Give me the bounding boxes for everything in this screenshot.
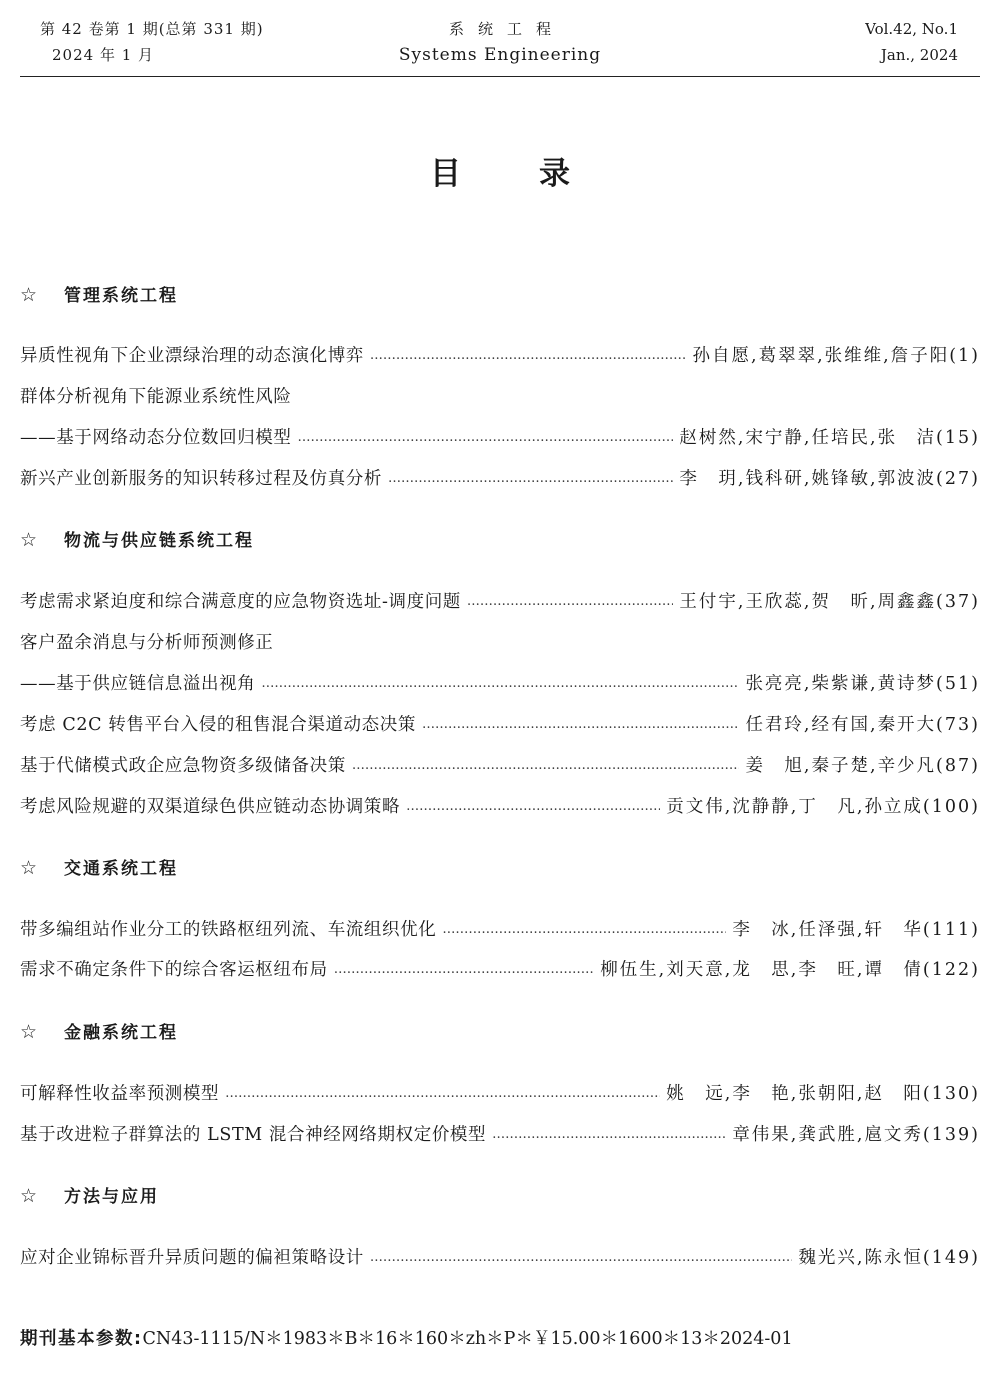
parameters-value: CN43-1115/N＊1983＊B＊16＊160＊zh＊P＊￥15.00＊1600＊13＊2024-01 — [142, 1329, 793, 1349]
toc-entry[interactable] — [20, 957, 980, 983]
toc-entry[interactable] — [20, 917, 980, 943]
entry-authors: 李 玥,钱科研,姚锋敏,郭波波(27) — [679, 469, 980, 489]
toc-entry[interactable] — [20, 794, 980, 820]
entry-authors: 章伟果,龚武胜,扈文秀(139) — [732, 1125, 980, 1145]
entry-title: 考虑风险规避的双渠道绿色供应链动态协调策略 — [20, 797, 401, 817]
entry-title: 基于改进粒子群算法的 LSTM 混合神经网络期权定价模型 — [20, 1125, 487, 1145]
leader-dots — [492, 1122, 726, 1148]
entry-title: 可解释性收益率预测模型 — [20, 1084, 220, 1104]
star-icon: ☆ — [20, 857, 40, 879]
star-icon: ☆ — [20, 529, 40, 551]
leader-dots — [261, 671, 739, 697]
section-name: 方法与应用 — [64, 1187, 159, 1207]
journal-name-cn: 系统工程 — [448, 20, 565, 38]
entry-title: 应对企业锦标晋升异质问题的偏袒策略设计 — [20, 1248, 364, 1268]
issue-date-en: Jan., 2024 — [880, 46, 958, 64]
star-icon: ☆ — [20, 1021, 40, 1043]
leader-dots — [298, 425, 674, 451]
toc-entry[interactable] — [20, 425, 980, 451]
entry-title: 群体分析视角下能源业系统性风险 — [20, 387, 292, 407]
toc-entry[interactable] — [20, 343, 980, 369]
toc-entry[interactable] — [20, 753, 980, 779]
toc-entry[interactable] — [20, 1122, 980, 1148]
entry-authors: 孙自愿,葛翠翠,张维维,詹子阳(1) — [692, 346, 980, 366]
toc-entry[interactable] — [20, 671, 980, 697]
parameters-label: 期刊基本参数: — [20, 1329, 143, 1349]
entry-authors: 张亮亮,柴紫谦,黄诗梦(51) — [745, 674, 980, 694]
toc-entry[interactable] — [20, 384, 980, 410]
journal-parameters — [20, 1325, 980, 1353]
section-name: 物流与供应链系统工程 — [64, 531, 254, 551]
entry-subtitle: ——基于网络动态分位数回归模型 — [20, 428, 292, 448]
entry-title: 异质性视角下企业漂绿治理的动态演化博弈 — [20, 346, 364, 366]
leader-dots — [370, 1245, 792, 1271]
leader-dots — [370, 343, 687, 369]
leader-dots — [442, 917, 726, 943]
entry-authors: 柳伍生,刘天意,龙 思,李 旺,谭 倩(122) — [600, 960, 980, 980]
entry-authors: 李 冰,任泽强,轩 华(111) — [732, 920, 980, 940]
toc-entry[interactable] — [20, 712, 980, 738]
leader-dots — [225, 1081, 660, 1107]
leader-dots — [422, 712, 739, 738]
issue-volume-en: Vol.42, No.1 — [865, 20, 958, 38]
leader-dots — [334, 957, 594, 983]
leader-dots — [388, 466, 673, 492]
entry-authors: 魏光兴,陈永恒(149) — [798, 1248, 980, 1268]
toc-entry[interactable] — [20, 466, 980, 492]
issue-volume: 第 42 卷第 1 期(总第 331 期) — [40, 20, 264, 38]
issue-date: 2024 年 1 月 — [52, 46, 155, 64]
entry-authors: 贡文伟,沈静静,丁 凡,孙立成(100) — [666, 797, 980, 817]
entry-title: 客户盈余消息与分析师预测修正 — [20, 633, 274, 653]
leader-dots — [406, 794, 660, 820]
entry-title: 基于代储模式政企应急物资多级储备决策 — [20, 756, 346, 776]
leader-dots — [467, 589, 673, 615]
entry-title: 新兴产业创新服务的知识转移过程及仿真分析 — [20, 469, 382, 489]
section-heading — [20, 1184, 980, 1208]
entry-authors: 任君玲,经有国,秦开大(73) — [745, 715, 980, 735]
star-icon: ☆ — [20, 1185, 40, 1207]
entry-title: 考虑 C2C 转售平台入侵的租售混合渠道动态决策 — [20, 715, 416, 735]
page-header — [20, 16, 980, 76]
section-name: 管理系统工程 — [64, 286, 178, 306]
entry-authors: 姜 旭,秦子楚,辛少凡(87) — [745, 756, 980, 776]
entry-authors: 赵树然,宋宁静,任培民,张 洁(15) — [679, 428, 980, 448]
page-title: 目录 — [430, 156, 648, 192]
section-heading — [20, 528, 980, 552]
section-heading — [20, 283, 980, 307]
leader-dots — [352, 753, 740, 779]
toc-entry[interactable] — [20, 1081, 980, 1107]
star-icon: ☆ — [20, 284, 40, 306]
header-rule — [20, 76, 980, 77]
journal-name-en: Systems Engineering — [398, 45, 602, 65]
journal-name — [20, 16, 980, 68]
entry-title: 带多编组站作业分工的铁路枢纽列流、车流组织优化 — [20, 920, 437, 940]
entry-subtitle: ——基于供应链信息溢出视角 — [20, 674, 256, 694]
issue-info-en — [865, 16, 958, 68]
toc-entry[interactable] — [20, 589, 980, 615]
toc-entry[interactable] — [20, 630, 980, 656]
entry-title: 需求不确定条件下的综合客运枢纽布局 — [20, 960, 328, 980]
section-heading — [20, 1020, 980, 1044]
toc-entry[interactable] — [20, 1245, 980, 1271]
section-name: 交通系统工程 — [64, 859, 178, 879]
entry-title: 考虑需求紧迫度和综合满意度的应急物资选址-调度问题 — [20, 592, 461, 612]
entry-authors: 姚 远,李 艳,张朝阳,赵 阳(130) — [666, 1084, 980, 1104]
section-heading — [20, 856, 980, 880]
section-name: 金融系统工程 — [64, 1023, 178, 1043]
entry-authors: 王付宇,王欣蕊,贺 昕,周鑫鑫(37) — [679, 592, 980, 612]
